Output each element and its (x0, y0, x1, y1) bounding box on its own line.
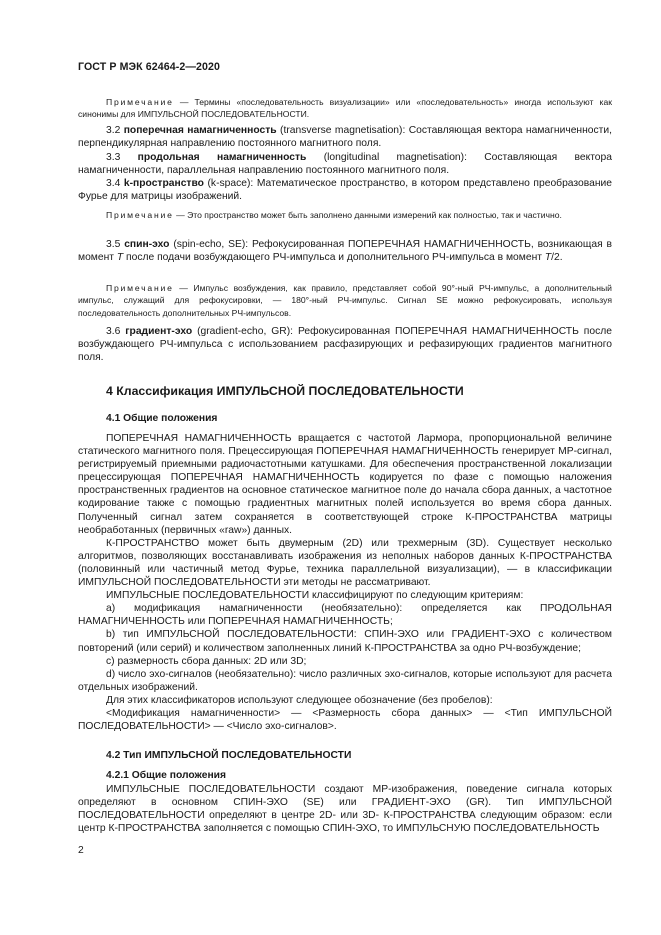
section-4-2-1-body (78, 783, 612, 835)
variable-t: T (544, 252, 552, 264)
list-item-b: b) тип ИМПУЛЬСНОЙ ПОСЛЕДОВАТЕЛЬНОСТИ: СПИН-ЭХО или ГРАДИЕНТ-ЭХО с количеством повторений (или серий) и количеством заполненных линий К-ПРОСТРАНСТВА за одно РЧ-возбуждение; (78, 629, 612, 654)
paragraph: Для этих классификаторов используют следующее обозначение (без пробелов): (106, 694, 493, 706)
term-number: 3.2 (106, 125, 124, 136)
term-name: продольная намагниченность (137, 152, 307, 163)
section-4-1-heading: 4.1 Общие положения (106, 413, 218, 424)
note-2 (78, 209, 612, 221)
list-item-c: c) размерность сбора данных: 2D или 3D; (106, 655, 307, 667)
note-1 (78, 96, 612, 121)
section-4-2-heading: 4.2 Тип ИМПУЛЬСНОЙ ПОСЛЕДОВАТЕЛЬНОСТИ (106, 750, 352, 761)
term-3-5 (78, 238, 612, 264)
term-definition-part: /2. (551, 252, 563, 264)
term-name: спин-эхо (124, 239, 170, 250)
note-label: Примечание (106, 283, 174, 293)
term-number: 3.6 (106, 326, 126, 337)
term-definition-part: (spin-echo, SE): Рефокусированная ПОПЕРЕЧНАЯ НАМАГНИЧЕННОСТЬ, возникающая в момент (78, 239, 612, 264)
term-3-2 (78, 124, 612, 150)
section-4-2-1-heading: 4.2.1 Общие положения (106, 770, 226, 781)
term-3-6 (78, 325, 612, 364)
term-definition: (gradient-echo, GR): Рефокусированная ПОПЕРЕЧНАЯ НАМАГНИЧЕННОСТЬ после возбуждающего РЧ-импульса с использованием расфазирующих и рефазирующих градиентов магнитного поля. (78, 326, 612, 364)
term-3-3 (78, 151, 612, 177)
paragraph: ПОПЕРЕЧНАЯ НАМАГНИЧЕННОСТЬ вращается с частотой Лармора, пропорциональной величине статического магнитного поля. Прецессирующая ПОПЕРЕЧНАЯ НАМАГНИЧЕННОСТЬ генерирует МР-сигнал, регистрируемый приемными радиочастотными катушками. Для обеспечения пространственной локализации прецессирующая ПОПЕРЕЧНАЯ НАМАГНИЧЕННОСТЬ кодируется по фазе с помощью наложения пространственных градиентов на основное статическое магнитное поле до начала сбора данных, а частотное кодирование также с помощью градиентных магнитных полей используется во время сбора данных. Полученный сигнал затем сохраняется в соответствующей строке К-ПРОСТРАНСТВА матрицы необработанных (первичных «raw») данных. (78, 433, 612, 536)
term-name: k-пространство (123, 178, 204, 189)
note-text: — Термины «последовательность визуализации» или «последовательность» иногда используют как синонимы для ИМПУЛЬСНОЙ ПОСЛЕДОВАТЕЛЬНОСТИ. (78, 97, 612, 120)
term-number: 3.5 (106, 239, 125, 250)
paragraph: К-ПРОСТРАНСТВО может быть двумерным (2D) или трехмерным (3D). Существует несколько алгоритмов, позволяющих восстанавливать изображения из неполных наборов данных К-ПРОСТРАНСТВА (половинный или частичный метод Фурье, техника параллельной визуализации), — в классификации ИМПУЛЬСНОЙ ПОСЛЕДОВАТЕЛЬНОСТИ эти методы не рассматривают. (78, 537, 612, 589)
list-item-d: d) число эхо-сигналов (необязательно): число различных эхо-сигналов, которые используют для расчета отдельных изображений. (78, 668, 612, 693)
note-label: Примечание (106, 210, 174, 220)
note-text: — Импульс возбуждения, как правило, представляет собой 90°-ный РЧ-импульс, а дополнительный импульс, служащий для рефокусировки, — 180°-ный РЧ-импульс. Сигнал SE можно рефокусировать, используя последовательность дополнительных РЧ-импульсов. (78, 283, 612, 318)
term-definition: (transverse magnetisation): Составляющая вектора намагниченности, перпендикулярная направлению постоянного магнитного поля. (78, 125, 612, 150)
page-number: 2 (78, 845, 84, 856)
section-4-heading: 4 Классификация ИМПУЛЬСНОЙ ПОСЛЕДОВАТЕЛЬНОСТИ (106, 384, 464, 398)
variable-t: T (116, 252, 124, 264)
section-4-1-body (78, 432, 612, 733)
paragraph: ИМПУЛЬСНЫЕ ПОСЛЕДОВАТЕЛЬНОСТИ создают МР-изображения, поведение сигнала которых определяют в основном СПИН-ЭХО (SE) или ГРАДИЕНТ-ЭХО (GR). Тип ИМПУЛЬСНОЙ ПОСЛЕДОВАТЕЛЬНОСТИ определяют в центре 2D- или 3D- К-ПРОСТРАНСТВА следующим образом: если центр К-ПРОСТРАНСТВА заполняется с помощью СПИН-ЭХО, то ИМПУЛЬСНУЮ ПОСЛЕДОВАТЕЛЬНОСТЬ (78, 784, 612, 835)
term-definition: (k-space): Математическое пространство, в котором представлено преобразование Фурье для матрицы изображений. (78, 178, 612, 203)
note-3 (78, 282, 612, 319)
term-number: 3.4 (106, 178, 124, 189)
document-header: ГОСТ Р МЭК 62464-2—2020 (78, 61, 221, 73)
term-definition-part: после подачи возбуждающего РЧ-импульса и дополнительного РЧ-импульса в момент (123, 252, 545, 264)
term-name: градиент-эхо (125, 326, 193, 337)
note-label: Примечание (106, 97, 174, 107)
paragraph: ИМПУЛЬСНЫЕ ПОСЛЕДОВАТЕЛЬНОСТИ классифицируют по следующим критериям: (106, 590, 524, 602)
term-definition: (longitudinal magnetisation): Составляющая вектора намагниченности, параллельная направлению постоянного магнитного поля. (78, 152, 612, 177)
term-3-4 (78, 177, 612, 203)
term-number: 3.3 (106, 152, 138, 163)
note-text: — Это пространство может быть заполнено данными измерений как полностью, так и частично. (173, 210, 562, 220)
notation-formula: <Модификация намагниченности> — <Размерность сбора данных> — <Тип ИМПУЛЬСНОЙ ПОСЛЕДОВАТЕЛЬНОСТИ> — <Число эхо-сигналов>. (78, 707, 612, 733)
term-name: поперечная намагниченность (123, 125, 277, 136)
list-item-a: a) модификация намагниченности (необязательно): определяется как ПРОДОЛЬНАЯ НАМАГНИЧЕННОСТЬ или ПОПЕРЕЧНАЯ НАМАГНИЧЕННОСТЬ; (78, 603, 612, 628)
